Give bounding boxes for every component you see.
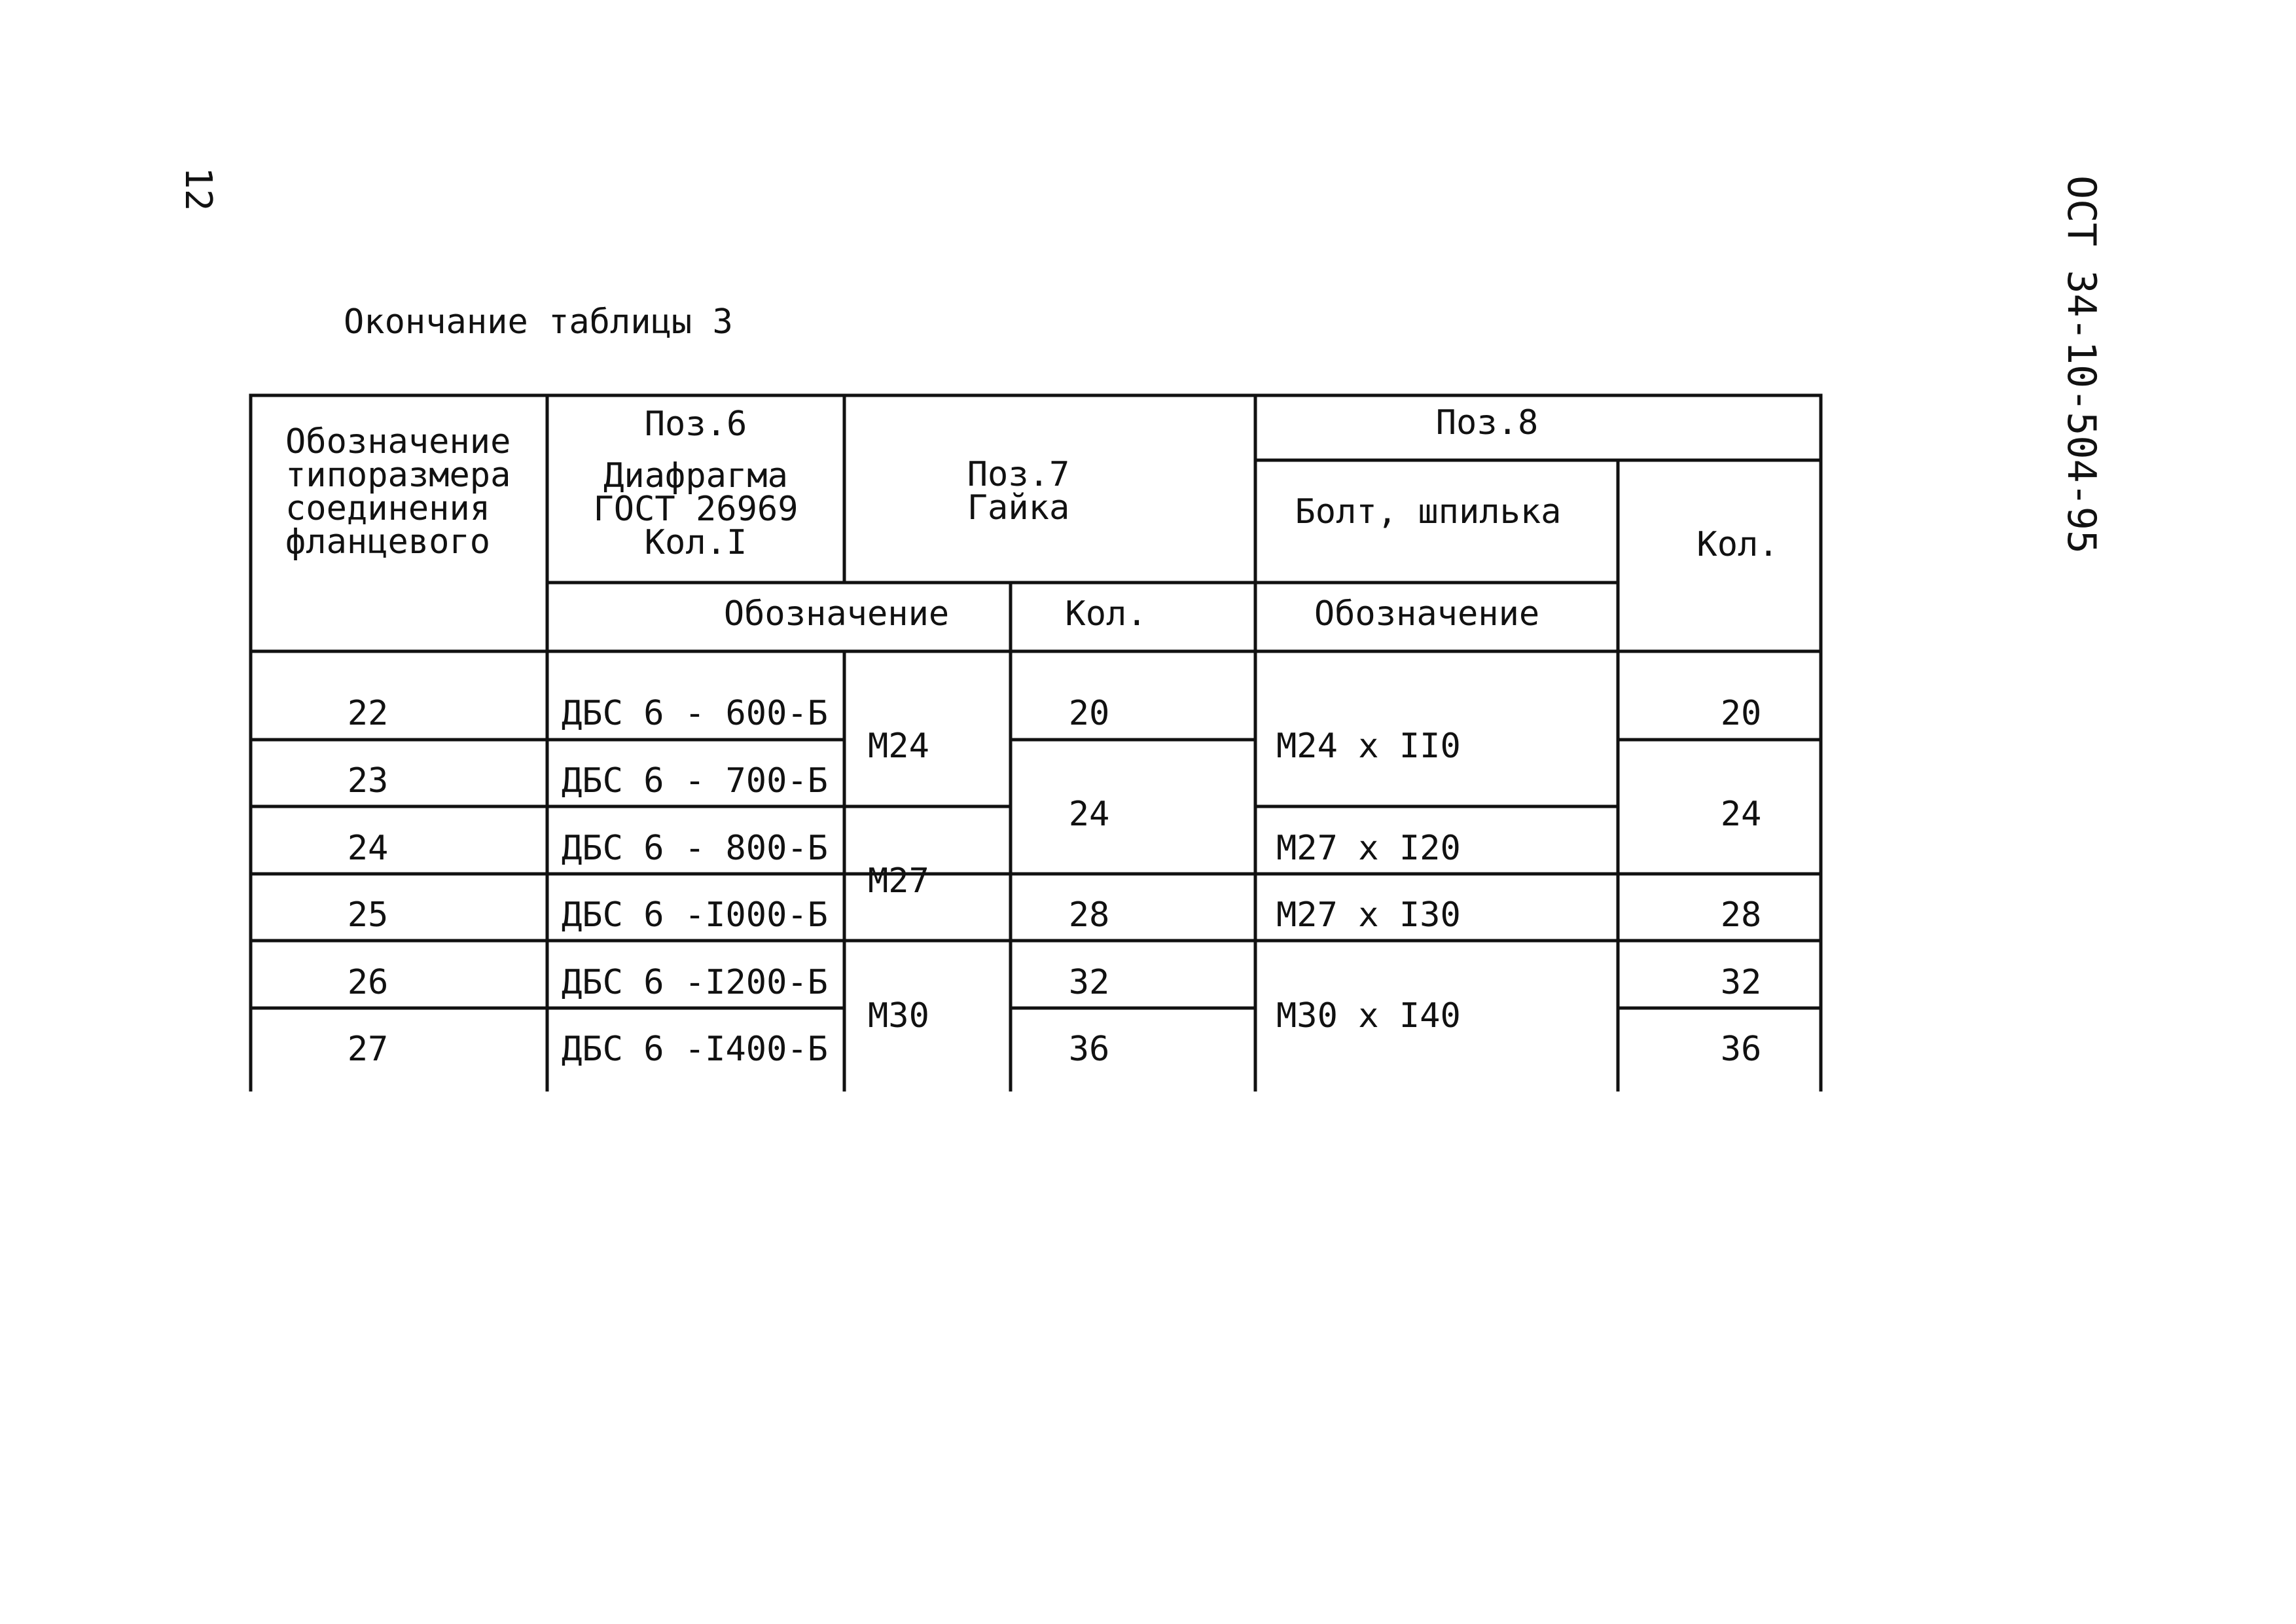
header-designation: Обозначение [723,594,950,634]
bolt-quantity-cell: 32 [1720,963,1762,1002]
table-caption: Окончание таблицы 3 [344,302,733,342]
nut-quantity-cell: 24 [1068,795,1110,834]
bolt-quantity-cell: 36 [1720,1030,1762,1069]
size-cell: 25 [347,895,389,935]
diaphragm-cell: ДБС 6 -I000-Б [562,895,828,935]
bolt-designation-cell: М27 х I20 [1276,829,1461,868]
size-cell: 27 [347,1030,389,1069]
nut-designation-cell: М24 [868,727,929,766]
document-code: ОСТ 34-10-504-95 [2058,175,2104,554]
bolt-quantity-cell: 20 [1720,694,1762,733]
header-pos8-designation: Обозначение [1314,594,1540,634]
size-cell: 24 [347,829,389,868]
bolt-designation-cell: М24 х II0 [1276,727,1461,766]
diaphragm-cell: ДБС 6 - 800-Б [562,829,828,868]
size-cell: 22 [347,694,389,733]
diaphragm-cell: ДБС 6 - 700-Б [562,761,828,801]
diaphragm-cell: ДБС 6 -I200-Б [562,963,828,1002]
size-cell: 26 [347,963,389,1002]
bolt-quantity-cell: 28 [1720,895,1762,935]
bolt-designation-cell: М27 х I30 [1276,895,1461,935]
header-pos6-description: Диафрагма ГОСТ 26969 Кол.I [593,456,798,562]
header-size-designation: Обозначение типоразмера соединения фланцевого [285,422,511,562]
nut-quantity-cell: 36 [1068,1030,1110,1069]
header-pos7-nut: Поз.7 Гайка [967,455,1070,528]
nut-quantity-cell: 32 [1068,963,1110,1002]
size-cell: 23 [347,761,389,801]
nut-designation-cell: М27 [868,861,929,901]
nut-quantity-cell: 20 [1068,694,1110,733]
header-pos8-quantity: Кол. [1696,525,1779,564]
page-number: 12 [177,167,219,211]
nut-quantity-cell: 28 [1068,895,1110,935]
nut-designation-cell: М30 [868,996,929,1036]
diaphragm-cell: ДБС 6 - 600-Б [562,694,828,733]
header-pos6: Поз.6 [644,405,747,444]
header-pos8-bolt: Болт, шпилька [1295,492,1562,532]
header-pos8: Поз.8 [1435,403,1539,442]
header-pos7-quantity: Кол. [1065,594,1147,634]
bolt-designation-cell: М30 х I40 [1276,996,1461,1036]
diaphragm-cell: ДБС 6 -I400-Б [562,1030,828,1069]
bolt-quantity-cell: 24 [1720,795,1762,834]
